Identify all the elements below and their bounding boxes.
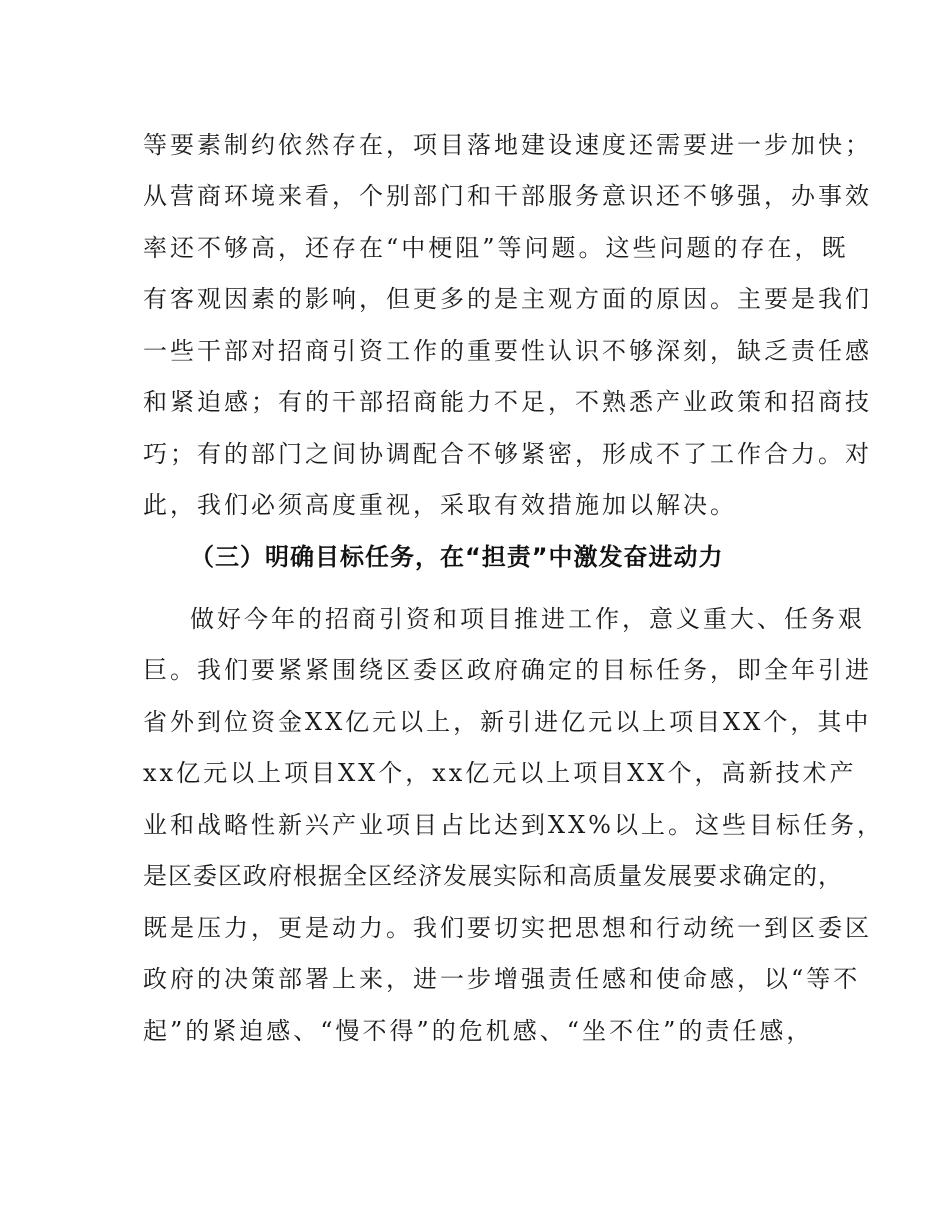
section-heading: （三）明确目标任务，在“担责”中激发奋进动力	[190, 543, 724, 571]
paragraph-1-line: 率还不够高，还存在“中梗阻”等问题。这些问题的存在，既	[143, 234, 849, 262]
paragraph-2-line: 既是压力，更是动力。我们要切实把思想和行动统一到区委区	[143, 914, 872, 942]
paragraph-1-line: 此，我们必须高度重视，采取有效措施加以解决。	[143, 491, 737, 519]
paragraph-2-line: 政府的决策部署上来，进一步增强责任感和使命感，以“等不	[143, 965, 861, 993]
paragraph-1-line: 从营商环境来看，个别部门和干部服务意识还不够强，办事效	[143, 182, 872, 210]
paragraph-2-line: 起”的紧迫感、“慢不得”的危机感、“坐不住”的责任感，	[143, 1017, 814, 1045]
paragraph-2-line: xx亿元以上项目XX个，xx亿元以上项目XX个，高新技术产	[143, 759, 857, 787]
paragraph-2-line: 巨。我们要紧紧围绕区委区政府确定的目标任务，即全年引进	[143, 656, 872, 684]
paragraph-1-line: 有客观因素的影响，但更多的是主观方面的原因。主要是我们	[143, 285, 872, 313]
paragraph-2-line: 是区委区政府根据全区经济发展实际和高质量发展要求确定的，	[143, 862, 843, 890]
paragraph-2-line: 省外到位资金XX亿元以上，新引进亿元以上项目XX个，其中	[143, 708, 872, 736]
paragraph-1-line: 一些干部对招商引资工作的重要性认识不够深刻，缺乏责任感	[143, 337, 872, 365]
paragraph-1-line: 和紧迫感；有的干部招商能力不足，不熟悉产业政策和招商技	[143, 388, 872, 416]
paragraph-1-line: 等要素制约依然存在，项目落地建设速度还需要进一步加快；	[143, 131, 872, 159]
paragraph-2-line: 业和战略性新兴产业项目占比达到XX%以上。这些目标任务，	[143, 811, 884, 839]
paragraph-1-line: 巧；有的部门之间协调配合不够紧密，形成不了工作合力。对	[143, 440, 872, 468]
paragraph-2-line: 做好今年的招商引资和项目推进工作，意义重大、任务艰	[190, 605, 865, 633]
